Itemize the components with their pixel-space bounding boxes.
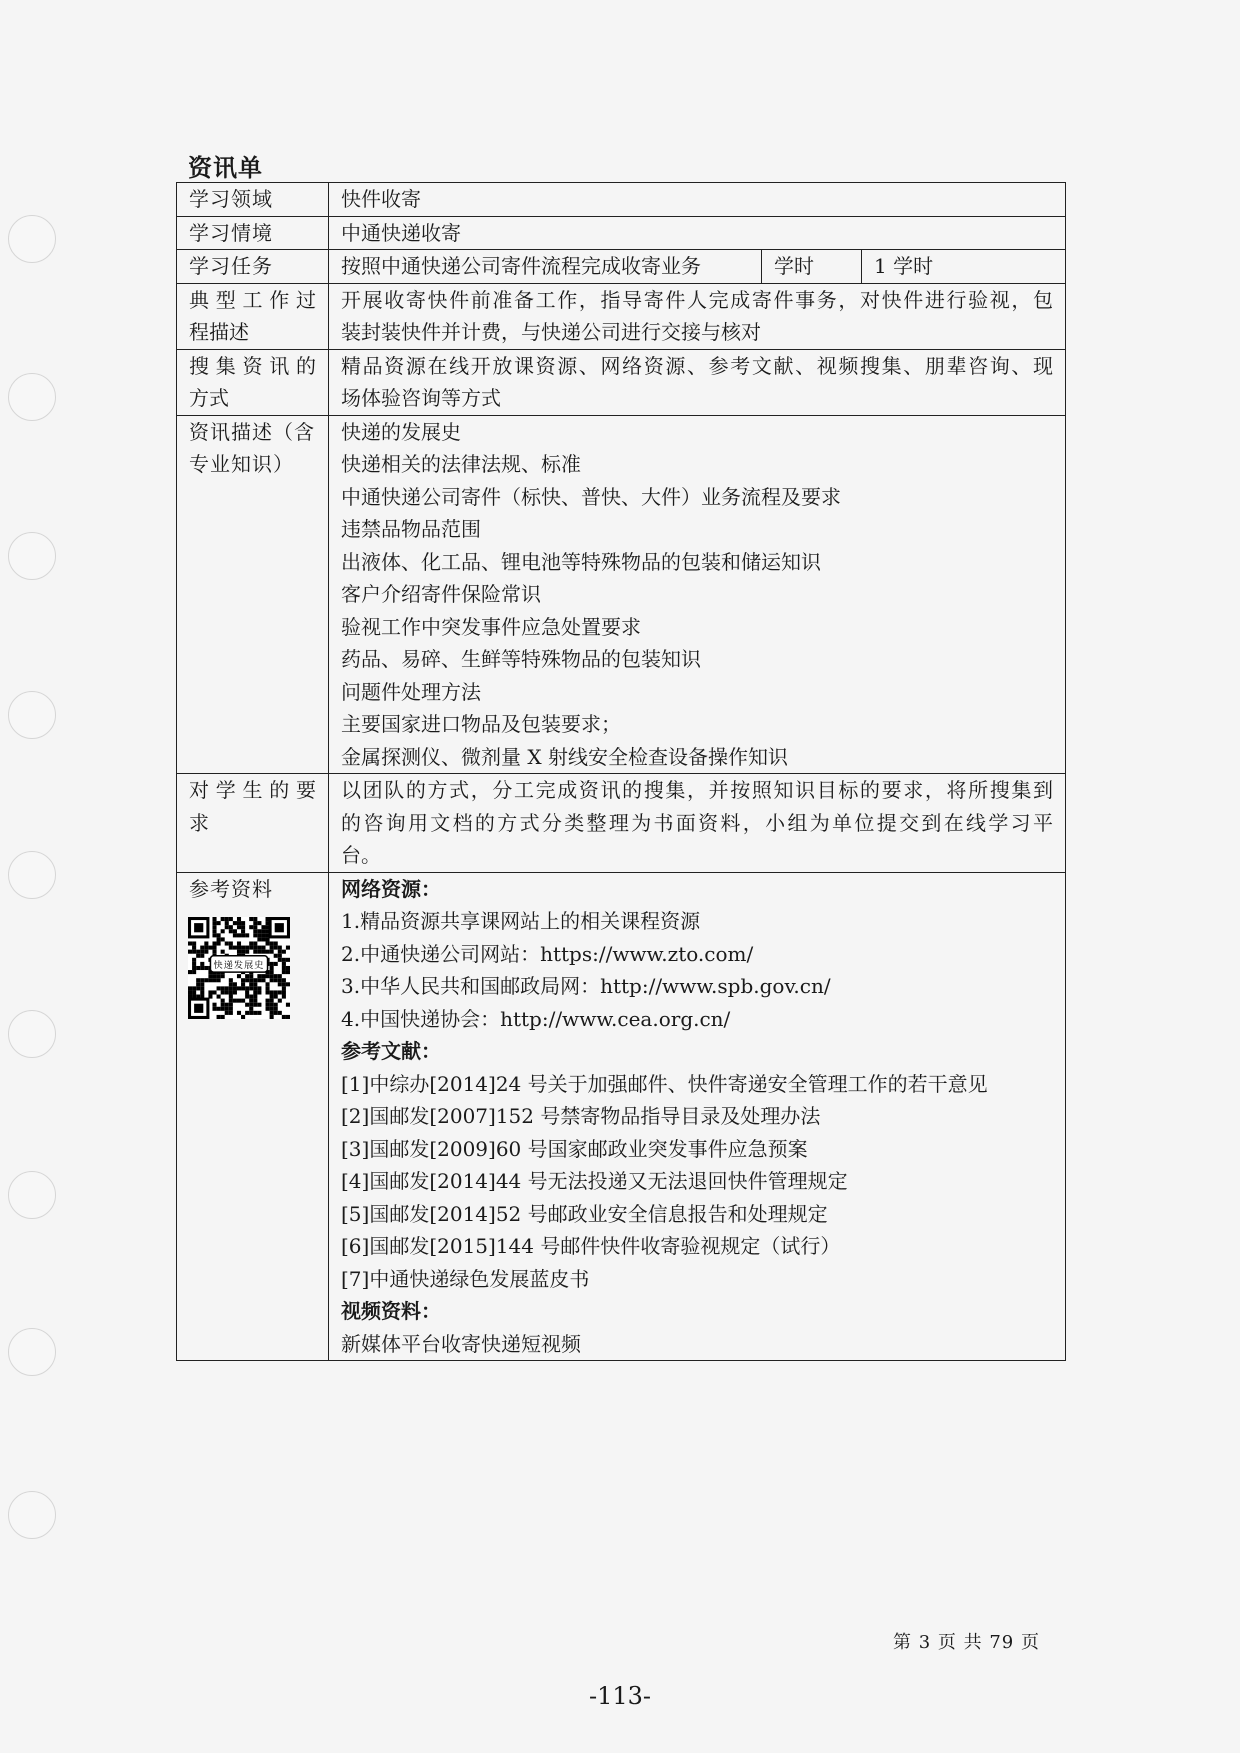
literature-item: [1]中综办[2014]24 号关于加强邮件、快件寄递安全管理工作的若干意见 xyxy=(341,1071,988,1096)
requirements-value-line: 台。 xyxy=(341,843,381,867)
row-collect xyxy=(177,349,1066,415)
collect-value-line: 场体验咨询等方式 xyxy=(341,386,501,410)
binder-hole xyxy=(8,691,56,739)
row-description xyxy=(177,415,1066,774)
description-item: 药品、易碎、生鲜等特殊物品的包装知识 xyxy=(341,647,701,671)
binder-hole xyxy=(8,851,56,899)
hours-value: 1 学时 xyxy=(862,250,1066,284)
binder-hole xyxy=(8,532,56,580)
process-value xyxy=(329,283,1066,349)
web-resource-item: 1.精品资源共享课网站上的相关课程资源 xyxy=(341,909,701,933)
collect-label xyxy=(177,349,329,415)
description-label xyxy=(177,415,329,774)
literature-item: [4]国邮发[2014]44 号无法投递又无法退回快件管理规定 xyxy=(341,1169,848,1193)
info-table xyxy=(176,182,1066,1361)
binder-hole xyxy=(8,1010,56,1058)
qr-code-icon xyxy=(188,917,290,1019)
description-label-line: 资讯描述（含 xyxy=(189,419,315,444)
process-label-line: 典 型 工 作 过 xyxy=(189,287,316,312)
binder-hole xyxy=(8,373,56,421)
web-resource-item: 4.中国快递协会：http://www.cea.org.cn/ xyxy=(341,1006,731,1031)
situation-value: 中通快递收寄 xyxy=(329,216,1066,250)
row-process xyxy=(177,283,1066,349)
page-title: 资讯单 xyxy=(188,154,263,182)
literature-item: [5]国邮发[2014]52 号邮政业安全信息报告和处理规定 xyxy=(341,1201,828,1226)
literature-item: [2]国邮发[2007]152 号禁寄物品指导目录及处理办法 xyxy=(341,1104,821,1128)
row-task xyxy=(177,250,1066,284)
row-references xyxy=(177,872,1066,1361)
binder-hole xyxy=(8,215,56,263)
description-item: 快递相关的法律法规、标准 xyxy=(341,452,581,476)
binder-hole xyxy=(8,1171,56,1219)
binder-hole xyxy=(8,1491,56,1539)
process-value-line: 装封装快件并计费，与快递公司进行交接与核对 xyxy=(341,320,761,344)
row-requirements xyxy=(177,774,1066,873)
requirements-value-line: 的咨询用文档的方式分类整理为书面资料，小组为单位提交到在线学习平 xyxy=(341,810,1053,835)
description-item: 验视工作中突发事件应急处置要求 xyxy=(341,614,641,639)
process-label xyxy=(177,283,329,349)
references-value xyxy=(329,872,1066,1361)
binder-hole xyxy=(8,1328,56,1376)
literature-item: [6]国邮发[2015]144 号邮件快件收寄验视规定（试行） xyxy=(341,1234,841,1258)
literature-heading: 参考文献： xyxy=(341,1039,441,1063)
description-item: 违禁品物品范围 xyxy=(341,517,481,541)
description-label-line: 专业知识） xyxy=(189,452,294,476)
web-resource-item: 2.中通快递公司网站：https://www.zto.com/ xyxy=(341,941,754,966)
requirements-value-line: 以团队的方式，分工完成资讯的搜集，并按照知识目标的要求，将所搜集到 xyxy=(341,778,1053,802)
description-item: 快递的发展史 xyxy=(341,419,461,444)
hours-label: 学时 xyxy=(762,250,862,284)
requirements-label xyxy=(177,774,329,873)
page-number: 第 3 页 共 79 页 xyxy=(893,1632,1040,1653)
description-item: 中通快递公司寄件（标快、普快、大件）业务流程及要求 xyxy=(341,484,841,509)
literature-item: [3]国邮发[2009]60 号国家邮政业突发事件应急预案 xyxy=(341,1136,808,1161)
process-label-line: 程描述 xyxy=(189,320,249,344)
requirements-label-line: 求 xyxy=(189,810,209,835)
description-item: 主要国家进口物品及包装要求； xyxy=(341,712,621,736)
process-value-line: 开展收寄快件前准备工作，指导寄件人完成寄件事务，对快件进行验视，包 xyxy=(341,287,1053,312)
literature-item: [7]中通快递绿色发展蓝皮书 xyxy=(341,1266,590,1291)
description-item: 问题件处理方法 xyxy=(341,679,481,704)
domain-value: 快件收寄 xyxy=(329,183,1066,217)
references-label-cell xyxy=(177,872,329,1361)
domain-label: 学习领域 xyxy=(177,183,329,217)
description-item: 出液体、化工品、锂电池等特殊物品的包装和储运知识 xyxy=(341,549,821,574)
collect-label-line: 方式 xyxy=(189,386,229,410)
collect-value-line: 精品资源在线开放课资源、网络资源、参考文献、视频搜集、朋辈咨询、现 xyxy=(341,353,1053,378)
collect-label-line: 搜 集 资 讯 的 xyxy=(189,353,316,378)
qr-caption: 快递发展史 xyxy=(213,960,265,971)
requirements-value xyxy=(329,774,1066,873)
task-value: 按照中通快递公司寄件流程完成收寄业务 xyxy=(329,250,762,284)
row-domain xyxy=(177,183,1066,217)
row-situation xyxy=(177,216,1066,250)
description-item: 客户介绍寄件保险常识 xyxy=(341,582,541,606)
web-resource-item: 3.中华人民共和国邮政局网：http://www.spb.gov.cn/ xyxy=(341,974,831,998)
page-footer: -113- xyxy=(588,1682,652,1710)
web-resources-heading: 网络资源： xyxy=(341,876,441,901)
situation-label: 学习情境 xyxy=(177,216,329,250)
requirements-label-line: 对 学 生 的 要 xyxy=(189,778,316,802)
video-item: 新媒体平台收寄快递短视频 xyxy=(341,1331,581,1356)
references-label: 参考资料 xyxy=(189,876,273,901)
task-label: 学习任务 xyxy=(177,250,329,284)
collect-value xyxy=(329,349,1066,415)
description-item: 金属探测仪、微剂量 X 射线安全检查设备操作知识 xyxy=(341,744,788,769)
video-heading: 视频资料： xyxy=(341,1299,441,1323)
description-value xyxy=(329,415,1066,774)
